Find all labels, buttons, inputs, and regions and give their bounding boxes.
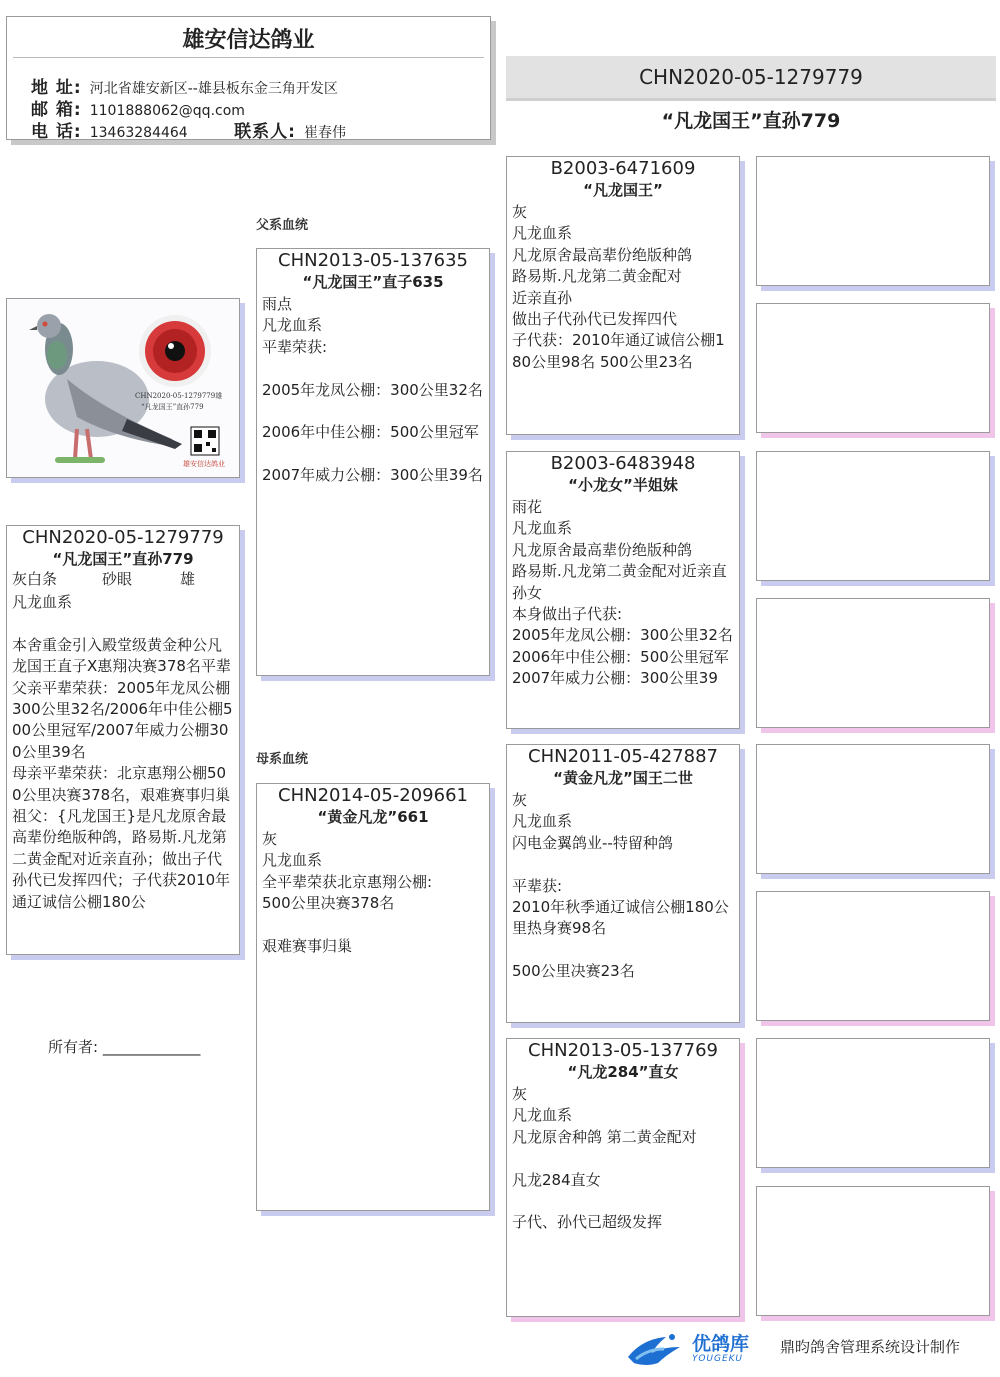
email-value[interactable]: 1101888062@qq.com (89, 103, 245, 119)
main-color: 灰白条 (12, 570, 58, 588)
phone-row (31, 117, 346, 142)
maternal-grandfather-card (506, 744, 740, 1023)
great-grandparent-box (756, 891, 990, 1021)
father-line-label: 父系血统 (256, 218, 309, 233)
ff-name: “凡龙国王” (583, 181, 663, 199)
mother-line-label: 母系血统 (256, 752, 309, 767)
father-ring-number: CHN2013-05-137635 (278, 250, 468, 271)
dove-swirl-icon (622, 1327, 688, 1369)
great-grandparent-box (756, 744, 990, 874)
top-pigeon-name: “凡龙国王”直孙779 (661, 110, 841, 132)
loft-title: 雄安信达鸽业 (182, 28, 315, 53)
address-label: 地 址: (31, 78, 82, 98)
mf-name: “黄金凡龙”国王二世 (553, 769, 693, 787)
ff-ring-number: B2003-6471609 (550, 158, 696, 179)
contact-value: 崔春伟 (303, 125, 346, 141)
main-eye: 砂眼 (102, 570, 133, 588)
mm-ring-number: CHN2013-05-137769 (528, 1040, 718, 1061)
great-grandparent-box (756, 451, 990, 581)
mf-notes: 灰 凡龙血系 闪电金翼鸽业--特留种鸽 平辈获: 2010年秋季通辽诚信公棚180公里热身赛98名 500公里决赛23名 (512, 791, 729, 981)
phone-label: 电 话: (31, 122, 82, 142)
father-notes: 雨点 凡龙血系 平辈荣获: 2005年龙凤公棚：300公里32名 2006年中佳公棚：500公里冠军 2007年威力公棚：300公里39名 (262, 295, 483, 485)
paternal-grandfather-card (506, 156, 740, 435)
fm-notes: 雨花 凡龙血系 凡龙原舍最高辈份绝版种鸽 路易斯.凡龙第二黄金配对近亲直孙女 本身做出子代获: 2005年龙凤公棚：300公里32名 2006年中佳公棚：500公里冠军 2007年威力公棚：300公里39 (512, 498, 733, 688)
great-grandparent-box (756, 156, 990, 286)
main-pigeon-card (6, 525, 240, 955)
maternal-grandmother-card (506, 1038, 740, 1317)
header-divider (13, 57, 484, 58)
photo-caption-brand: 雄安信达鸽业 (183, 460, 225, 468)
great-grandparent-box (756, 1038, 990, 1168)
footer-credit: 鼎昀鸽舍管理系统设计制作 (780, 1338, 961, 1356)
address-value: 河北省雄安新区--雄县板东金三角开发区 (89, 81, 338, 97)
pigeon-image (7, 299, 240, 478)
father-card (256, 248, 490, 676)
fm-ring-number: B2003-6483948 (550, 453, 696, 474)
loft-header (6, 16, 491, 140)
main-sex: 雄 (180, 570, 196, 588)
email-label: 邮 箱: (31, 100, 82, 120)
main-attributes (7, 569, 239, 590)
mother-notes: 灰 凡龙血系 全平辈荣获北京惠翔公棚: 500公里决赛378名 艰难赛事归巢 (262, 830, 433, 956)
contact-label: 联系人: (234, 122, 296, 142)
father-name: “凡龙国王”直子635 (302, 273, 444, 291)
photo-caption-id: CHN2020-05-1279779雄 (135, 392, 223, 400)
mother-ring-number: CHN2014-05-209661 (278, 785, 468, 806)
owner-field: 所有者: _____________ (48, 1038, 201, 1056)
main-ring-number: CHN2020-05-1279779 (22, 527, 224, 548)
footer-brand-sub: YOUGEKU (692, 1354, 744, 1364)
paternal-grandmother-card (506, 451, 740, 729)
fm-name: “小龙女”半姐妹 (568, 476, 678, 494)
main-pigeon-name: “凡龙国王”直孙779 (52, 550, 194, 568)
mother-card (256, 783, 490, 1211)
great-grandparent-box (756, 303, 990, 433)
mm-name: “凡龙284”直女 (567, 1063, 679, 1081)
mother-name: “黄金凡龙”661 (317, 808, 429, 826)
mm-notes: 灰 凡龙血系 凡龙原舍种鸽 第二黄金配对 凡龙284直女 子代、孙代已超级发挥 (512, 1085, 697, 1232)
phone-value: 13463284464 (89, 125, 188, 141)
top-ring-number: CHN2020-05-1279779 (506, 56, 996, 101)
mf-ring-number: CHN2011-05-427887 (528, 746, 718, 767)
main-pigeon-notes: 凡龙血系 本舍重金引入殿堂级黄金种公凡龙国王直子X惠翔决赛378名平辈 父亲平辈荣获：2005年龙凤公棚300公里32名/2006年中佳公棚500公里冠军/2007年威力公棚300公里39名 母亲平辈荣获：北京惠翔公棚500公里决赛378名，艰难赛事归巢 祖父：{凡龙国王}是凡龙原舍最高辈份绝版种鸽，路易斯.凡龙第二黄金配对近亲直孙；做出子代孙代已发挥四代；子代获2010年通辽诚信公棚180公 (12, 593, 233, 911)
ff-notes: 灰 凡龙血系 凡龙原舍最高辈份绝版种鸽 路易斯.凡龙第二黄金配对 近亲直孙 做出子代孙代已发挥四代 子代获：2010年通辽诚信公棚180公里98名 500公里23名 (512, 203, 725, 371)
footer-brand: 优鸽库 (692, 1333, 750, 1355)
yougeku-logo[interactable] (622, 1327, 767, 1369)
pigeon-photo (6, 298, 240, 478)
great-grandparent-box (756, 598, 990, 728)
photo-caption-name: “凡龙国王”直孙779 (141, 403, 204, 411)
great-grandparent-box (756, 1186, 990, 1316)
